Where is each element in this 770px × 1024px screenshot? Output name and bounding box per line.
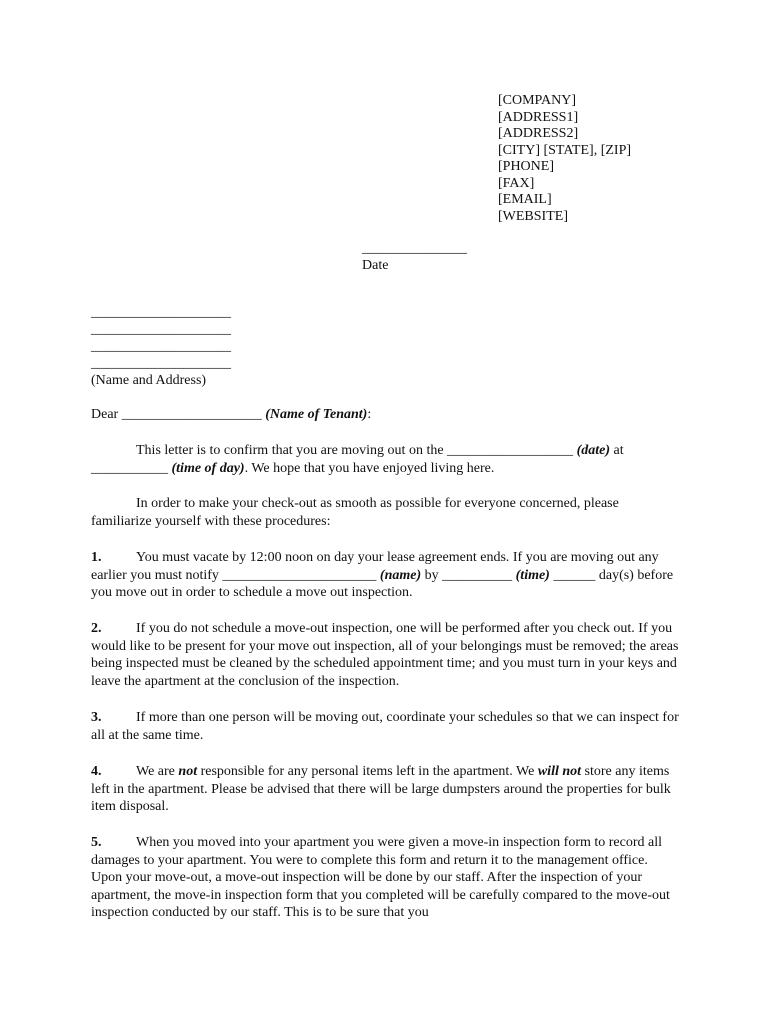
sender-city-state-zip: [CITY] [STATE], [ZIP] [498, 142, 632, 158]
confirm-time-label: (time of day) [171, 460, 245, 476]
paragraph-confirm [91, 442, 681, 477]
date-block [362, 240, 467, 274]
sender-address1: [ADDRESS1] [498, 109, 579, 125]
item2-text: If you do not schedule a move-out inspection, one will be performed after you check out. If you would like to be present for your move out inspection, all of your belongings must be removed; the areas being inspected must be cleaned by the scheduled appointment time; and you must turn in your keys and leave the apartment at the conclusion of the inspection. [91, 621, 679, 689]
recipient-label: (Name and Address) [91, 373, 207, 388]
item1-text-2: by __________ [421, 567, 516, 583]
salutation-colon: : [367, 407, 372, 422]
sender-fax: [FAX] [498, 175, 535, 191]
item1-text-3: ______ day(s) before you move out in order to schedule a move out inspection. [91, 567, 677, 601]
recipient-line: ____________________ [91, 305, 231, 320]
intro-text: In order to make your check-out as smooth as possible for everyone concerned, please familiarize yourself with these procedures: [91, 496, 619, 529]
confirm-text-2: at [610, 443, 628, 458]
paragraph-intro [91, 495, 681, 530]
date-line: _______________ [362, 241, 467, 256]
procedure-item-4 [91, 763, 681, 816]
recipient-line: ____________________ [91, 322, 231, 337]
item4-text-2: responsible for any personal items left in the apartment. We [197, 764, 538, 779]
sender-website: [WEBSITE] [498, 208, 568, 224]
salutation-dear: Dear ____________________ [91, 407, 266, 422]
sender-address2: [ADDRESS2] [498, 126, 579, 141]
sender-company: [COMPANY] [498, 93, 577, 108]
salutation [91, 406, 681, 424]
item-number: 2. [91, 621, 102, 636]
procedure-item-3 [91, 709, 681, 744]
item1-time-label: (time) [515, 567, 550, 583]
item4-text-3: store any items left in the apartment. Please be advised that there will be large dumpsters around the properties for bulk item disposal. [91, 764, 675, 815]
date-label: Date [362, 258, 389, 273]
item4-not-label: not [178, 764, 198, 779]
item3-text: If more than one person will be moving out, coordinate your schedules so that we can inspect for all at the same time. [91, 710, 679, 743]
confirm-text-1: This letter is to confirm that you are moving out on the __________________ [136, 443, 577, 458]
procedure-item-1 [91, 549, 681, 602]
procedure-item-2 [91, 620, 681, 690]
salutation-name-label: (Name of Tenant) [265, 407, 368, 422]
confirm-date-label: (date) [576, 443, 610, 458]
recipient-line: ____________________ [91, 356, 231, 371]
confirm-text-3: ___________ [91, 460, 172, 476]
item1-text-1: You must vacate by 12:00 noon on day your lease agreement ends. If you are moving out any earlier you must notify ______________________ [91, 550, 663, 583]
recipient-block [91, 304, 231, 389]
item-number: 1. [91, 550, 102, 565]
item1-name-label: (name) [379, 567, 422, 583]
sender-phone: [PHONE] [498, 159, 554, 174]
item5-text: When you moved into your apartment you were given a move-in inspection form to record all damages to your apartment. You were to complete this form and return it to the management office. Upon your move-out, a move-out inspection will be done by our staff. After the inspection of your apartment, the move-in inspection form that you completed will be carefully compared to the move-out inspection conducted by our staff. This is to be sure that you [91, 835, 670, 921]
item4-will-not-label: will not [537, 764, 582, 779]
item-number: 4. [91, 764, 102, 779]
procedure-item-5 [91, 834, 681, 922]
sender-address-block [498, 93, 631, 225]
item4-text-1: We are [136, 764, 179, 779]
confirm-text-4: . We hope that you have enjoyed living here. [244, 460, 495, 476]
sender-email: [EMAIL] [498, 192, 552, 207]
item-number: 5. [91, 835, 102, 850]
recipient-line: ____________________ [91, 339, 231, 354]
item-number: 3. [91, 710, 102, 725]
